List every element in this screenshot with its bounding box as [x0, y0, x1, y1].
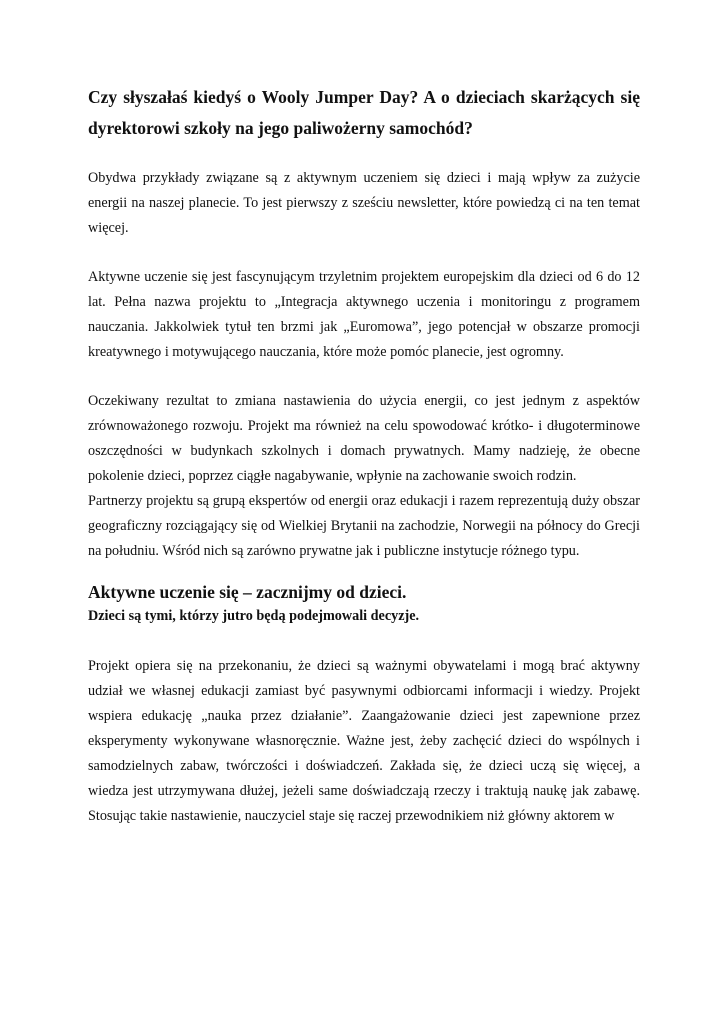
spacer: [88, 564, 640, 580]
partners-paragraph: Partnerzy projektu są grupą ekspertów od energii oraz edukacji i razem reprezentują duży obszar geograficzny rozciągający się od Wielkiej Brytanii na zachodzie, Norwegii na północy do Grecji na południu. Wśród nich są zarówno prywatne jak i publiczne instytucje różnego typu.: [88, 493, 640, 559]
section-heading: Aktywne uczenie się – zacznijmy od dzieci.: [88, 582, 407, 602]
expected-result-paragraph: Oczekiwany rezultat to zmiana nastawienia do użycia energii, co jest jednym z aspektów zrównoważonego rozwoju. Projekt ma również na celu spowodować krótko- i długoterminowe oszczędności w budynkach szkolnych i domach prywatnych. Mamy nadzieję, że obecne pokolenie dzieci, poprzez ciągłe nagabywanie, wpłynie na zachowanie swoich rodzin.: [88, 393, 640, 484]
spacer: [88, 365, 640, 389]
section-subheading: Dzieci są tymi, którzy jutro będą podejmowali decyzje.: [88, 608, 420, 624]
document-page: [88, 82, 640, 829]
spacer: [88, 144, 640, 166]
section-paragraph: Projekt opiera się na przekonaniu, że dzieci są ważnymi obywatelami i mogą brać aktywny udział we własnej edukacji zamiast być pasywnymi odbiorcami informacji i wiedzy. Projekt wspiera edukację „nauka przez działanie”. Zaangażowanie dzieci jest zapewnione przez eksperymenty wykonywane własnoręcznie. Ważne jest, żeby zachęcić dzieci do wspólnych i samodzielnych zabaw, twórczości i doświadczeń. Zakłada się, że dzieci uczą się więcej, a wiedza jest utrzymywana dłużej, jeżeli same doświadczają rzeczy i traktują naukę jak zabawę. Stosując takie nastawienie, nauczyciel staje się raczej przewodnikiem niż główny aktorem w: [88, 658, 640, 824]
project-description-paragraph: Aktywne uczenie się jest fascynującym trzyletnim projektem europejskim dla dzieci od 6 do 12 lat. Pełna nazwa projektu to „Integracja aktywnego uczenia i monitoringu z programem nauczania. Jakkolwiek tytuł ten brzmi jak „Euromowa”, jego potencjał w obszarze promocji kreatywnego i motywującego nauczania, które może pomóc planecie, jest ogromny.: [88, 269, 640, 360]
document-title: Czy słyszałaś kiedyś o Wooly Jumper Day? A o dzieciach skarżących się dyrektorowi szkoły na jego paliwożerny samochód?: [88, 87, 640, 138]
intro-paragraph: Obydwa przykłady związane są z aktywnym uczeniem się dzieci i mają wpływ za zużycie energii na naszej planecie. To jest pierwszy z sześciu newsletter, które powiedzą ci na ten temat więcej.: [88, 170, 640, 236]
spacer: [88, 628, 640, 654]
spacer: [88, 241, 640, 265]
